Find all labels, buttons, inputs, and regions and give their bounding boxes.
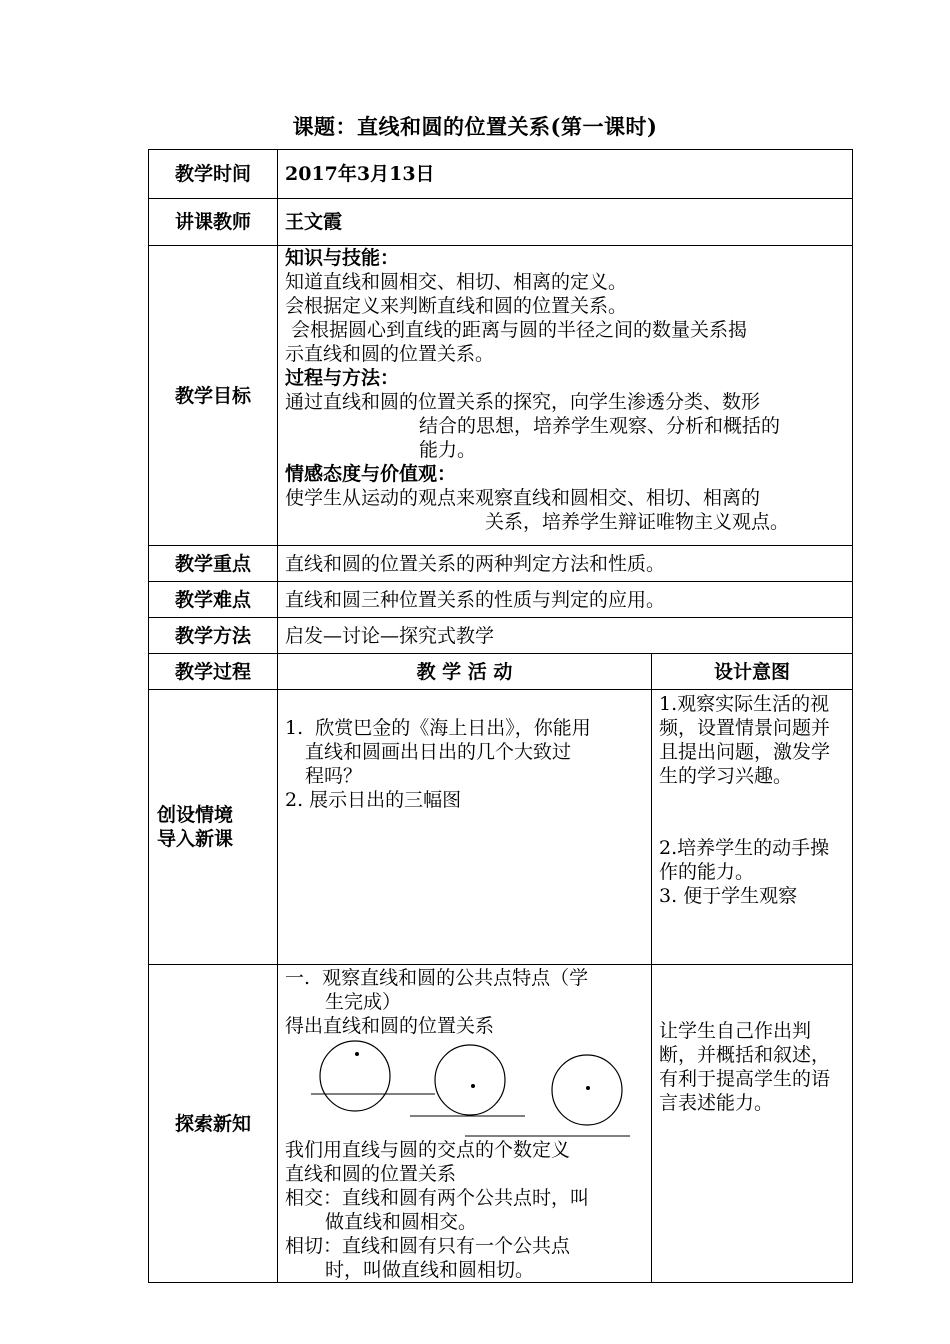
- center-dot-1: [355, 1052, 359, 1056]
- label-difficulty: 教学难点: [149, 582, 278, 618]
- stage2-act-1a: 一. 观察直线和圆的公共点特点（学: [285, 967, 589, 989]
- value-difficulty: 直线和圆三种位置关系的性质与判定的应用。: [278, 582, 853, 618]
- position-diagram: [285, 1040, 644, 1138]
- row-method: [149, 618, 853, 654]
- center-dot-2: [471, 1084, 475, 1088]
- goals-process-head: 过程与方法：: [285, 367, 400, 389]
- label-key: 教学重点: [149, 546, 278, 582]
- row-stage2: [149, 965, 853, 1283]
- value-key: 直线和圆的位置关系的两种判定方法和性质。: [278, 546, 853, 582]
- header-intent: 设计意图: [652, 654, 853, 690]
- row-goals: [149, 246, 853, 546]
- intent-stage1: [652, 690, 853, 965]
- circle-intersect: [320, 1041, 390, 1111]
- row-process-header: [149, 654, 853, 690]
- stage1-intent-spacer: [659, 788, 845, 836]
- stage2-act-4b: 做直线和圆相交。: [325, 1211, 478, 1233]
- goals-knowledge-1: 知道直线和圆相交、相切、相离的定义。: [285, 271, 628, 293]
- intent-stage2: 让学生自己作出判断，并概括和叙述，有利于提高学生的语言表述能力。: [652, 965, 853, 1283]
- stage2-act-5a: 相切：直线和圆有只有一个公共点: [285, 1235, 571, 1257]
- stage2-act-1b: 生完成）: [325, 991, 402, 1013]
- row-stage1: [149, 690, 853, 965]
- label-stage1-b: 导入新课: [157, 828, 234, 850]
- label-stage1: [149, 690, 278, 965]
- label-method: 教学方法: [149, 618, 278, 654]
- stage2-act-4a: 相交：直线和圆有两个公共点时，叫: [285, 1187, 590, 1209]
- stage1-act-2: 2. 展示日出的三幅图: [285, 789, 462, 811]
- stage2-act-5b: 时，叫做直线和圆相切。: [325, 1259, 535, 1281]
- stage2-act-2: 得出直线和圆的位置关系: [285, 1015, 495, 1037]
- stage1-intent-1: 1.观察实际生活的视频，设置情景问题并且提出问题，激发学生的学习兴趣。: [659, 693, 831, 787]
- stage1-act-1c: 程吗？: [305, 765, 363, 787]
- stage1-intent-2: 2.培养学生的动手操作的能力。: [659, 837, 830, 883]
- label-process: 教学过程: [149, 654, 278, 690]
- goals-emotion-a: 使学生从运动的观点来观察直线和圆相交、相切、相离的: [285, 487, 761, 509]
- goals-knowledge-2: 会根据定义来判断直线和圆的位置关系。: [285, 295, 628, 317]
- page-title: 课题：直线和圆的位置关系(第一课时): [292, 114, 658, 139]
- lesson-plan-table: [148, 149, 853, 1283]
- value-goals: [278, 246, 853, 546]
- goals-process-c: 能力。: [419, 439, 477, 461]
- label-time: 教学时间: [149, 150, 278, 199]
- row-teacher: [149, 199, 853, 246]
- stage2-act-3b: 直线和圆的位置关系: [285, 1163, 457, 1185]
- activity-stage1: [278, 690, 652, 965]
- activity-stage2: [278, 965, 652, 1283]
- goals-knowledge-3a: 会根据圆心到直线的距离与圆的半径之间的数量关系揭: [285, 319, 748, 341]
- row-time: [149, 150, 853, 199]
- label-stage1-a: 创设情境: [157, 804, 234, 826]
- goals-knowledge-3b: 示直线和圆的位置关系。: [285, 343, 495, 365]
- goals-emotion-b: 关系，培养学生辩证唯物主义观点。: [485, 511, 790, 533]
- goals-process-a: 通过直线和圆的位置关系的探究，向学生渗透分类、数形: [285, 391, 761, 413]
- center-dot-3: [586, 1086, 590, 1090]
- value-method: 启发—讨论—探究式教学: [278, 618, 853, 654]
- label-teacher: 讲课教师: [149, 199, 278, 246]
- label-stage2: 探索新知: [149, 965, 278, 1283]
- stage1-intent-3: 3. 便于学生观察: [659, 885, 798, 907]
- value-teacher: 王文霞: [278, 199, 853, 246]
- label-goals: 教学目标: [149, 246, 278, 546]
- goals-process-b: 结合的思想，培养学生观察、分析和概括的: [419, 415, 781, 437]
- stage1-act-1b: 直线和圆画出日出的几个大致过: [305, 741, 572, 763]
- circles-lines-figure: [285, 1040, 645, 1138]
- row-key: [149, 546, 853, 582]
- header-activity: 教 学 活 动: [278, 654, 652, 690]
- goals-knowledge-head: 知识与技能：: [285, 247, 400, 269]
- row-difficulty: [149, 582, 853, 618]
- stage1-act-1a: 1. 欣赏巴金的《海上日出》，你能用: [285, 717, 591, 739]
- goals-emotion-head: 情感态度与价值观：: [285, 463, 457, 485]
- value-time: 2017年3月13日: [278, 150, 853, 199]
- circle-tangent: [435, 1045, 505, 1115]
- circle-separate: [552, 1055, 622, 1125]
- stage2-act-3a: 我们用直线与圆的交点的个数定义: [285, 1139, 571, 1161]
